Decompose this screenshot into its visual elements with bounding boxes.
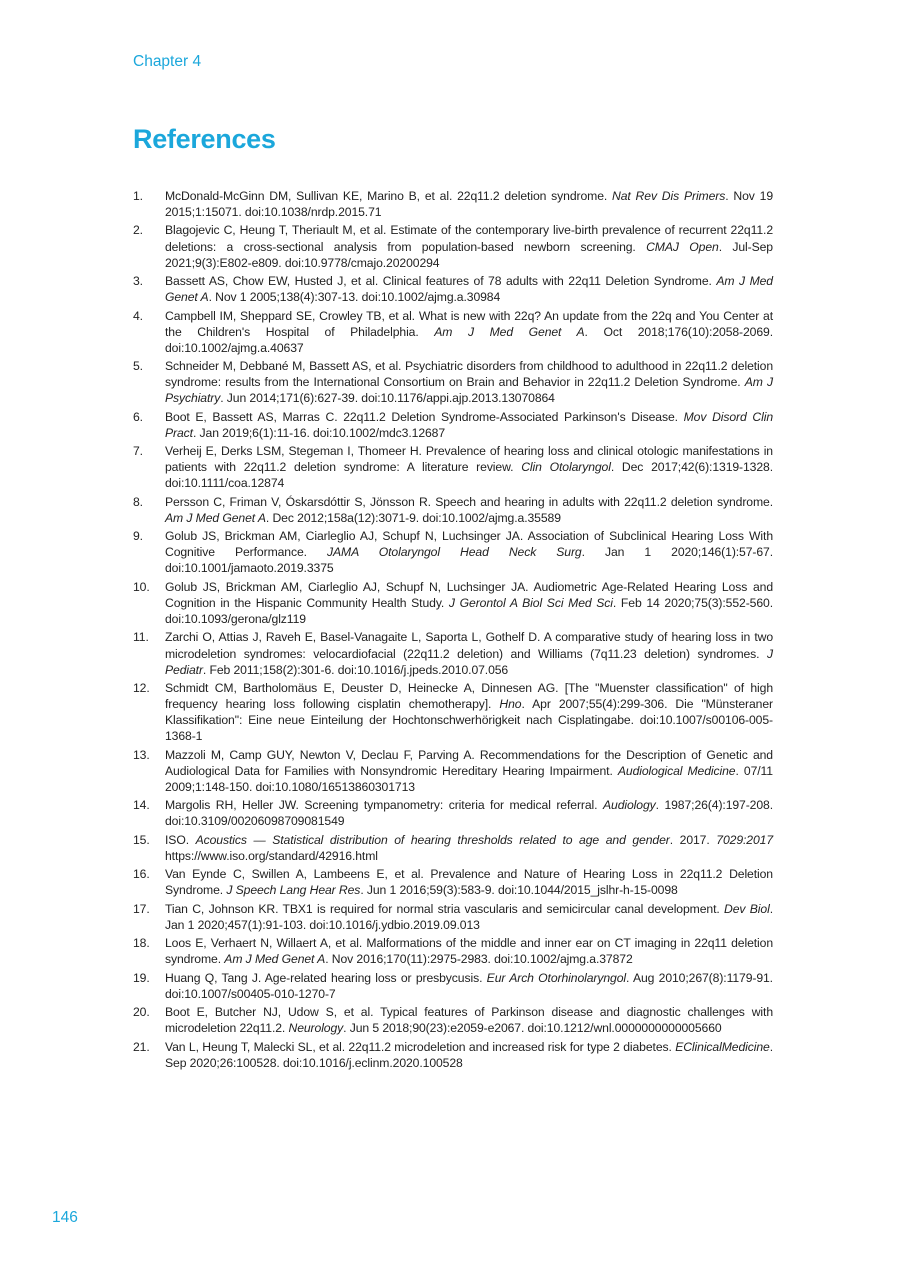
reference-segment: . Jan 1 2020;457(1):91-103. doi:10.1016/j.ydbio.2019.09.013	[165, 901, 774, 932]
reference-journal: 7029:2017	[716, 832, 773, 847]
reference-item	[133, 747, 773, 795]
reference-text	[165, 832, 773, 864]
reference-journal: Am J Med Genet A	[434, 324, 585, 339]
reference-item	[133, 797, 773, 829]
reference-text	[165, 308, 773, 356]
reference-journal: J Gerontol A Biol Sci Med Sci	[448, 595, 613, 610]
reference-segment: . Aug 2010;267(8):1179-91. doi:10.1007/s00405-010-1270-7	[165, 970, 773, 1001]
reference-item	[133, 1004, 773, 1036]
reference-segment: . Apr 2007;55(4):299-306. Die "Münsteraner Klassifikation": Eine neue Einteilung der Hochtonschwerhörigkeit nach Cisplatingabe. doi:10.1007/s00106-005-1368-1	[165, 697, 773, 744]
reference-segment: . Dec 2017;42(6):1319-1328. doi:10.1111/coa.12874	[165, 460, 774, 491]
reference-segment: . Sep 2020;26:100528. doi:10.1016/j.eclinm.2020.100528	[165, 1039, 773, 1070]
reference-text	[165, 579, 773, 627]
reference-item	[133, 308, 773, 356]
reference-segment: Huang Q, Tang J. Age-related hearing loss or presbycusis.	[165, 970, 487, 985]
reference-text	[165, 222, 773, 270]
reference-segment: Margolis RH, Heller JW. Screening tympanometry: criteria for medical referral.	[165, 798, 603, 813]
reference-segment: Golub JS, Brickman AM, Ciarleglio AJ, Schupf N, Luchsinger JA. Association of Subclinical Hearing Loss With Cognitive Performance.	[165, 529, 773, 560]
reference-segment: Boot E, Bassett AS, Marras C. 22q11.2 Deletion Syndrome-Associated Parkinson's Disease.	[165, 409, 684, 424]
reference-journal: Am J Med Genet A	[165, 510, 266, 525]
reference-segment: Schneider M, Debbané M, Bassett AS, et al. Psychiatric disorders from childhood to adulthood in 22q11.2 deletion syndrome: results from the International Consortium on Brain and Behavior in 22q11.2 Deletion Syndrome.	[165, 359, 773, 390]
reference-journal: Am J Med Genet A	[165, 274, 773, 305]
reference-item	[133, 273, 773, 305]
reference-journal: Neurology	[288, 1021, 344, 1036]
reference-text	[165, 935, 773, 967]
reference-segment: . Feb 14 2020;75(3):552-560. doi:10.1093/gerona/glz119	[165, 595, 773, 627]
reference-journal: Audiology	[602, 798, 656, 813]
reference-number: 21.	[133, 1039, 150, 1054]
reference-number: 9.	[133, 529, 143, 544]
reference-number: 1.	[133, 189, 143, 203]
reference-journal: Clin Otolaryngol	[521, 460, 611, 475]
reference-item	[133, 1039, 773, 1071]
reference-number: 4.	[133, 308, 143, 323]
reference-segment: Golub JS, Brickman AM, Ciarleglio AJ, Schupf N, Luchsinger JA. Audiometric Age-Related Hearing Loss and Cognition in the Hispanic Community Health Study.	[165, 579, 773, 610]
reference-text	[165, 901, 773, 933]
reference-journal: EClinicalMedicine	[675, 1039, 770, 1054]
reference-item	[133, 970, 773, 1002]
reference-journal: Acoustics — Statistical distribution of hearing thresholds related to age and gender	[195, 832, 670, 847]
reference-segment: . Nov 19 2015;1:15071. doi:10.1038/nrdp.2015.71	[165, 189, 773, 220]
reference-item	[133, 528, 773, 576]
reference-segment: . Nov 1 2005;138(4):307-13. doi:10.1002/ajmg.a.30984	[208, 290, 501, 305]
reference-text	[165, 528, 773, 576]
reference-journal: Audiological Medicine	[617, 763, 736, 778]
reference-segment: Schmidt CM, Bartholomäus E, Deuster D, Heinecke A, Dinnesen AG. [The "Muenster classification" of high frequency hearing loss following cisplatin chemotherapy].	[165, 680, 773, 712]
reference-segment: . 2017.	[669, 832, 717, 847]
reference-text	[165, 494, 773, 526]
reference-segment: McDonald-McGinn DM, Sullivan KE, Marino B, et al. 22q11.2 deletion syndrome.	[165, 189, 613, 203]
reference-journal: Am J Med Genet A	[224, 952, 326, 967]
reference-number: 15.	[133, 832, 150, 847]
reference-segment: Mazzoli M, Camp GUY, Newton V, Declau F, Parving A. Recommendations for the Description of Genetic and Audiological Data for Families with Nonsyndromic Hereditary Hearing Impairment.	[165, 747, 773, 778]
reference-segment: Verheij E, Derks LSM, Stegeman I, Thomeer H. Prevalence of hearing loss and clinical otologic manifestations in patients with 22q11.2 deletion syndrome: A literature review.	[165, 444, 773, 475]
reference-segment: . Jan 1 2020;146(1):57-67. doi:10.1001/jamaoto.2019.3375	[165, 545, 774, 576]
reference-text	[165, 1039, 773, 1071]
reference-number: 18.	[133, 936, 150, 951]
reference-number: 2.	[133, 223, 143, 238]
reference-text	[165, 1004, 773, 1036]
reference-journal: Mov Disord Clin Pract	[165, 409, 773, 440]
reference-text	[165, 443, 773, 491]
reference-number: 6.	[133, 409, 143, 424]
reference-segment: . Dec 2012;158a(12):3071-9. doi:10.1002/ajmg.a.35589	[265, 510, 561, 525]
reference-number: 10.	[133, 579, 150, 594]
reference-text	[165, 273, 773, 305]
reference-item	[133, 832, 773, 864]
reference-segment: . Jan 2019;6(1):11-16. doi:10.1002/mdc3.12687	[192, 425, 446, 440]
reference-number: 3.	[133, 274, 143, 289]
reference-item	[133, 901, 773, 933]
reference-journal: J Pediatr	[165, 646, 773, 677]
reference-segment: Persson C, Friman V, Óskarsdóttir S, Jönsson R. Speech and hearing in adults with 22q11.2 deletion syndrome.	[165, 494, 773, 509]
reference-segment: . Nov 2016;170(11):2975-2983. doi:10.1002/ajmg.a.37872	[325, 952, 633, 967]
reference-item	[133, 358, 773, 406]
reference-segment: Zarchi O, Attias J, Raveh E, Basel-Vanagaite L, Saporta L, Gothelf D. A comparative study of hearing loss in two microdeletion syndromes: velocardiofacial (22q11.2 deletion) and Williams (7q11.23 deletion) syndromes.	[165, 630, 773, 661]
reference-journal: Eur Arch Otorhinolaryngol	[486, 970, 627, 985]
reference-segment: . 07/11 2009;1:148-150. doi:10.1080/16513860301713	[165, 763, 773, 794]
reference-segment: Boot E, Butcher NJ, Udow S, et al. Typical features of Parkinson disease and diagnostic challenges with microdeletion 22q11.2.	[165, 1005, 773, 1036]
reference-text	[165, 866, 773, 898]
reference-number: 11.	[133, 630, 149, 645]
reference-number: 16.	[133, 867, 150, 882]
reference-segment: Loos E, Verhaert N, Willaert A, et al. Malformations of the middle and inner ear on CT imaging in 22q11 deletion syndrome.	[165, 936, 773, 967]
reference-segment: . Jun 5 2018;90(23):e2059-e2067. doi:10.1212/wnl.0000000000005660	[343, 1021, 722, 1036]
reference-segment: . Jul-Sep 2021;9(3):E802-e809. doi:10.9778/cmajo.20200294	[165, 239, 773, 270]
reference-item	[133, 579, 773, 627]
reference-text	[165, 970, 773, 1002]
reference-number: 20.	[133, 1005, 150, 1020]
reference-item	[133, 680, 773, 744]
reference-number: 12.	[133, 680, 150, 695]
chapter-label: Chapter 4	[133, 53, 202, 70]
reference-text	[165, 797, 773, 829]
reference-item	[133, 866, 773, 898]
reference-item	[133, 222, 773, 270]
reference-number: 7.	[133, 444, 143, 459]
reference-item	[133, 494, 773, 526]
reference-segment: . Jun 1 2016;59(3):583-9. doi:10.1044/2015_jslhr-h-15-0098	[360, 883, 678, 898]
reference-text	[165, 629, 773, 677]
reference-segment: Tian C, Johnson KR. TBX1 is required for normal stria vascularis and semicircular canal development.	[165, 901, 725, 916]
reference-number: 13.	[133, 747, 150, 762]
page-number: 146	[52, 1209, 78, 1226]
reference-item	[133, 629, 773, 677]
reference-segment: Blagojevic C, Heung T, Theriault M, et al. Estimate of the contemporary live-birth prevalence of recurrent 22q11.2 deletions: a cross-sectional analysis from population-based newborn screening.	[165, 223, 773, 254]
reference-segment: ISO.	[165, 832, 196, 847]
reference-text	[165, 680, 773, 744]
reference-item	[133, 935, 773, 967]
reference-text	[165, 409, 773, 441]
reference-text	[165, 358, 773, 406]
page-title: References	[133, 124, 276, 154]
reference-segment: Campbell IM, Sheppard SE, Crowley TB, et al. What is new with 22q? An update from the 22q and You Center at the Children's Hospital of Philadelphia.	[165, 308, 773, 339]
reference-segment: https://www.iso.org/standard/42916.html	[165, 848, 378, 863]
reference-journal: JAMA Otolaryngol Head Neck Surg	[327, 545, 582, 560]
reference-number: 5.	[133, 359, 143, 374]
reference-item	[133, 409, 773, 441]
reference-number: 14.	[133, 798, 150, 813]
reference-number: 19.	[133, 970, 150, 985]
reference-segment: . Feb 2011;158(2):301-6. doi:10.1016/j.jpeds.2010.07.056	[202, 662, 509, 677]
reference-list	[133, 188, 773, 1073]
reference-text	[165, 747, 773, 795]
reference-segment: Bassett AS, Chow EW, Husted J, et al. Clinical features of 78 adults with 22q11 Deletion Syndrome.	[165, 274, 717, 289]
reference-segment: . Jun 2014;171(6):627-39. doi:10.1176/appi.ajp.2013.13070864	[220, 391, 555, 406]
reference-segment: Van L, Heung T, Malecki SL, et al. 22q11.2 microdeletion and increased risk for type 2 diabetes.	[165, 1039, 676, 1054]
reference-item	[133, 443, 773, 491]
reference-journal: J Speech Lang Hear Res	[226, 883, 361, 898]
reference-segment: . Oct 2018;176(10):2058-2069. doi:10.1002/ajmg.a.40637	[165, 324, 774, 355]
reference-journal: CMAJ Open	[646, 239, 719, 254]
reference-segment: Van Eynde C, Swillen A, Lambeens E, et al. Prevalence and Nature of Hearing Loss in 22q11.2 Deletion Syndrome.	[165, 867, 773, 898]
reference-text	[165, 188, 773, 220]
reference-journal: Dev Biol	[724, 901, 770, 916]
reference-number: 17.	[133, 901, 150, 916]
reference-journal: Am J Psychiatry	[165, 375, 773, 406]
reference-journal: Nat Rev Dis Primers	[612, 189, 726, 203]
reference-item	[133, 188, 773, 220]
reference-segment: . 1987;26(4):197-208. doi:10.3109/00206098709081549	[165, 798, 774, 829]
reference-number: 8.	[133, 494, 143, 509]
reference-journal: Hno	[499, 697, 522, 712]
